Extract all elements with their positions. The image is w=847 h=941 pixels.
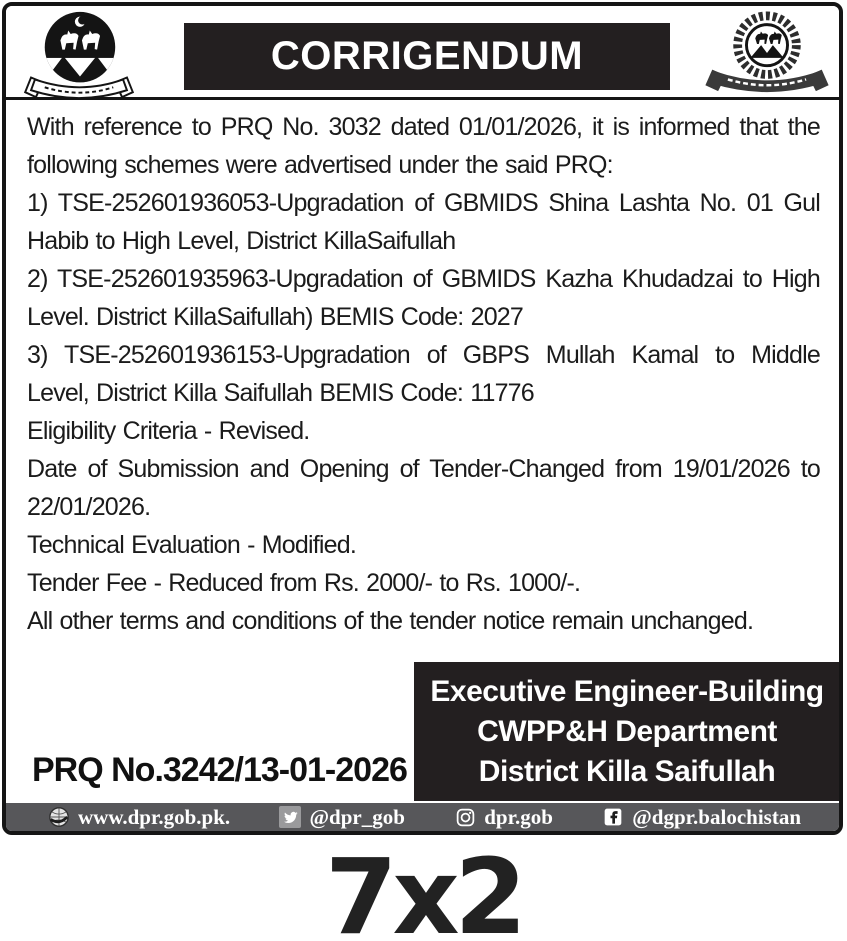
intro-paragraph: With reference to PRQ No. 3032 dated 01/01/2026, it is informed that the following schemes were advertised under the said PRQ: xyxy=(27,113,820,179)
facebook-item xyxy=(602,805,801,830)
scheme-1: 1) TSE-252601936053-Upgradation of GBMIDS Shina Lashta No. 01 Gul Habib to High Level, District KillaSaifullah xyxy=(27,189,820,255)
facebook-icon xyxy=(602,806,624,828)
prq-number: PRQ No.3242/13-01-2026 xyxy=(32,751,407,789)
facebook-handle: @dgpr.balochistan xyxy=(632,804,801,829)
website-label: www.dpr.gob.pk. xyxy=(78,804,231,829)
notice-title: CORRIGENDUM xyxy=(270,34,584,78)
instagram-handle: dpr.gob xyxy=(484,804,553,829)
signature-line-1: Executive Engineer-Building xyxy=(430,675,824,708)
twitter-item xyxy=(279,805,404,830)
social-footer-bar xyxy=(6,803,839,831)
instagram-icon xyxy=(454,806,476,828)
balochistan-government-emblem-icon xyxy=(18,9,140,101)
date-change-line: Date of Submission and Opening of Tender-Changed from 19/01/2026 to 22/01/2026. xyxy=(27,455,820,521)
website-item xyxy=(48,805,230,830)
globe-icon xyxy=(48,806,70,828)
twitter-handle: @dpr_gob xyxy=(309,804,405,829)
signature-line-2: CWPP&H Department xyxy=(477,715,777,748)
twitter-bird-icon xyxy=(279,806,301,828)
corrigendum-banner xyxy=(184,23,670,90)
tender-fee-line: Tender Fee - Reduced from Rs. 2000/- to Rs. 1000/-. xyxy=(27,569,581,597)
notice-header xyxy=(6,6,839,100)
dgpr-balochistan-emblem-icon xyxy=(701,9,833,99)
ad-size-tag: 7x2 xyxy=(325,836,522,941)
instagram-item xyxy=(454,805,553,830)
scheme-3: 3) TSE-252601936153-Upgradation of GBPS Mullah Kamal to Middle Level, District Killa Saifullah BEMIS Code: 11776 xyxy=(27,341,820,407)
eligibility-line: Eligibility Criteria - Revised. xyxy=(27,417,310,445)
closing-line: All other terms and conditions of the tender notice remain unchanged. xyxy=(27,607,754,635)
corrigendum-notice xyxy=(2,2,843,835)
evaluation-line: Technical Evaluation - Modified. xyxy=(27,531,356,559)
scheme-2: 2) TSE-252601935963-Upgradation of GBMIDS Kazha Khudadzai to High Level. District KillaSaifullah) BEMIS Code: 2027 xyxy=(27,265,820,331)
notice-body xyxy=(6,100,839,640)
signature-line-3: District Killa Saifullah xyxy=(478,755,776,788)
signature-block xyxy=(414,662,840,801)
